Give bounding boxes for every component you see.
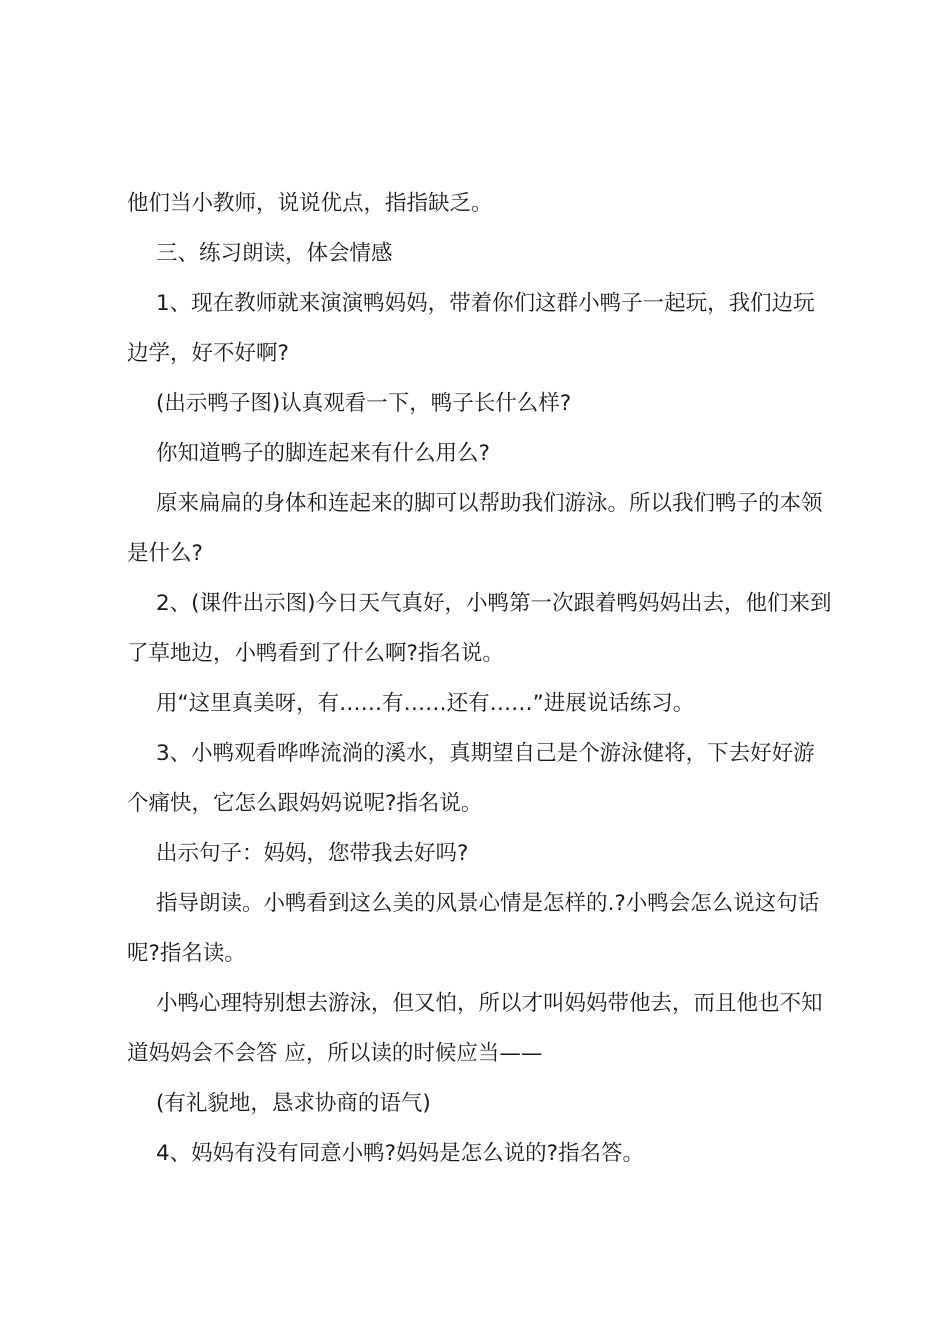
paragraph: 3、小鸭观看哗哗流淌的溪水，真期望自己是个游泳健将，下去好好游个痛快，它怎么跟妈妈说呢?指名说。	[127, 741, 815, 816]
paragraph: 4、妈妈有没有同意小鸭?妈妈是怎么说的?指名答。	[156, 1141, 645, 1166]
section-heading: 三、练习朗读，体会情感	[156, 241, 393, 266]
paragraph: 他们当小教师，说说优点，指指缺乏。	[127, 191, 493, 216]
paragraph: 2、(课件出示图)今日天气真好，小鸭第一次跟着鸭妈妈出去，他们来到了草地边，小鸭看到了什么啊?指名说。	[127, 591, 832, 666]
paragraph: (出示鸭子图)认真观看一下，鸭子长什么样?	[156, 391, 572, 416]
paragraph: 原来扁扁的身体和连起来的脚可以帮助我们游泳。所以我们鸭子的本领是什么?	[127, 491, 823, 566]
paragraph: 你知道鸭子的脚连起来有什么用么?	[156, 441, 490, 466]
document-page	[127, 179, 833, 1179]
paragraph: 出示句子：妈妈，您带我去好吗?	[156, 841, 469, 866]
paragraph: (有礼貌地，恳求协商的语气)	[156, 1091, 431, 1116]
paragraph: 指导朗读。小鸭看到这么美的风景心情是怎样的.?小鸭会怎么说这句话呢?指名读。	[127, 891, 820, 966]
paragraph: 用“这里真美呀，有……有……还有……”进展说话练习。	[156, 691, 695, 716]
paragraph: 1、现在教师就来演演鸭妈妈，带着你们这群小鸭子一起玩，我们边玩边学，好不好啊?	[127, 291, 815, 366]
paragraph: 小鸭心理特别想去游泳，但又怕，所以才叫妈妈带他去，而且他也不知道妈妈会不会答 应，所以读的时候应当——	[127, 991, 823, 1066]
